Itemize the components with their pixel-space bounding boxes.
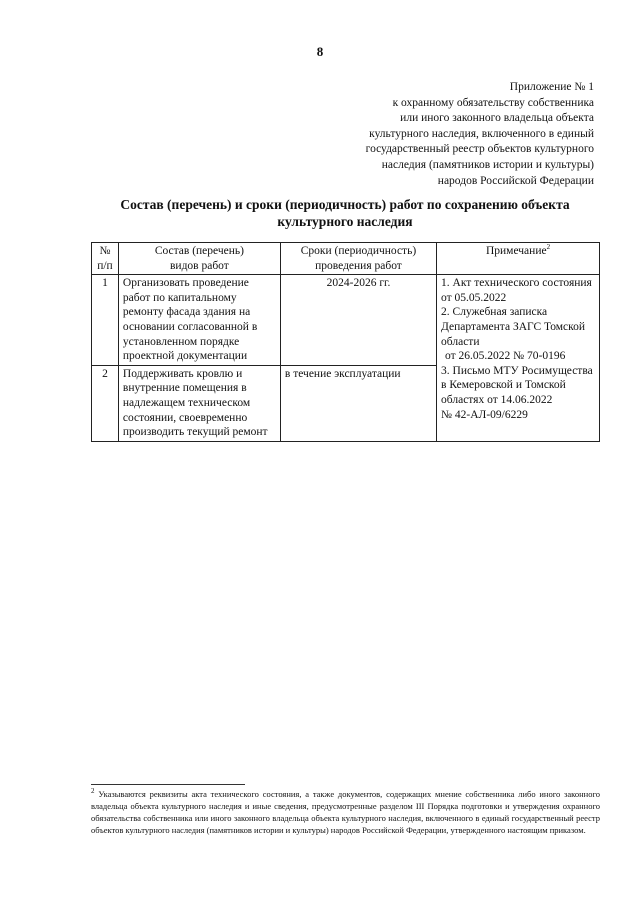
row-works: Поддерживать кровлю и внутренние помещения в надлежащем техническом состоянии, своевременно производить текущий ремонт bbox=[118, 365, 280, 441]
header-num: № п/п bbox=[92, 243, 119, 275]
row-terms: в течение эксплуатации bbox=[280, 365, 436, 441]
works-table bbox=[91, 242, 600, 442]
row-works: Организовать проведение работ по капитальному ремонту фасада здания на основании согласованной в установленном порядке проектной документации bbox=[118, 275, 280, 366]
table-row bbox=[92, 275, 600, 366]
appendix-line: Приложение № 1 bbox=[509, 81, 594, 93]
header-works: Состав (перечень) видов работ bbox=[118, 243, 280, 275]
appendix-line: или иного законного владельца объекта bbox=[400, 112, 594, 125]
notes-cell bbox=[437, 275, 600, 442]
header-terms: Сроки (периодичность) проведения работ bbox=[280, 243, 436, 275]
appendix-line: народов Российской Федерации bbox=[437, 174, 594, 187]
row-terms: 2024-2026 гг. bbox=[280, 275, 436, 366]
note-item: 2. Служебная записка Департамента ЗАГС Томской области bbox=[441, 306, 586, 348]
page-number: 8 bbox=[316, 44, 324, 59]
row-num: 1 bbox=[92, 275, 119, 366]
footnote-ref: 2 bbox=[546, 243, 551, 252]
header-note: Примечание$^2$ bbox=[437, 243, 600, 275]
title-line: Состав (перечень) и сроки (периодичность) работ по сохранению объекта bbox=[120, 197, 570, 212]
appendix-line: культурного наследия, включенного в единый bbox=[369, 127, 594, 140]
note-item: 1. Акт технического состояния от 05.05.2022 bbox=[441, 277, 592, 304]
appendix-header bbox=[294, 80, 594, 189]
row-num: 2 bbox=[92, 365, 119, 441]
note-item: 3. Письмо МТУ Росимущества в Кемеровской и Томской областях от 14.06.2022 bbox=[441, 364, 593, 406]
appendix-line: наследия (памятников истории и культуры) bbox=[381, 158, 594, 171]
footnote-text: Указываются реквизиты акта технического состояния, а также документов, содержащих мнение собственника либо иного законного владельца объекта культурного наследия и иные сведения, предусмотренные разделом III Порядка подготовки и утверждения охранного обязательства собственника или иного законного владельца объекта культурного наследия, включенного в единый государственный реестр объектов культурного наследия (памятников истории и культуры) народов Российской Федерации, утвержденного настоящим приказом. bbox=[91, 789, 600, 835]
appendix-line: к охранному обязательству собственника bbox=[392, 96, 594, 109]
note-item: № 42-АЛ-09/6229 bbox=[441, 408, 528, 421]
footnote-divider bbox=[91, 784, 245, 785]
note-item: от 26.05.2022 № 70-0196 bbox=[445, 350, 566, 363]
document-title bbox=[90, 196, 600, 230]
table-header-row bbox=[92, 243, 600, 275]
footnote-mark: 2 bbox=[91, 787, 95, 796]
title-line: культурного наследия bbox=[277, 214, 413, 229]
footnote bbox=[91, 788, 600, 836]
appendix-line: государственный реестр объектов культурного bbox=[365, 143, 594, 156]
